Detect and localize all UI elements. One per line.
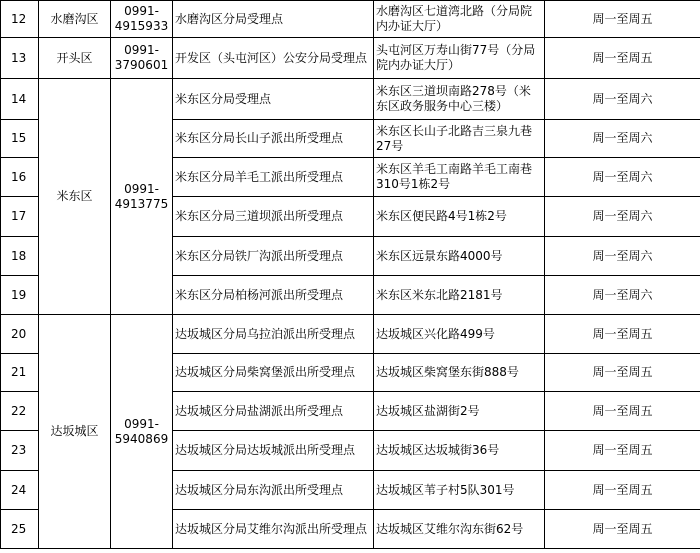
address-cell: 米东区远景东路4000号: [374, 237, 545, 276]
row-number: 17: [1, 197, 39, 237]
row-number: 19: [1, 276, 39, 315]
hours-cell: 周一至周六: [545, 276, 700, 315]
hours-cell: 周一至周五: [545, 431, 700, 471]
address-cell: 米东区米东北路2181号: [374, 276, 545, 315]
hours-cell: 周一至周六: [545, 197, 700, 237]
office-name-cell: 米东区分局长山子派出所受理点: [173, 120, 374, 158]
table-row: [1, 79, 700, 120]
office-name-cell: 米东区分局柏杨河派出所受理点: [173, 276, 374, 315]
district-cell: 达坂城区: [39, 315, 111, 549]
address-cell: 头屯河区万寿山街77号（分局院内办证大厅）: [374, 38, 545, 79]
hours-cell: 周一至周六: [545, 79, 700, 120]
office-name-cell: 达坂城区分局艾维尔沟派出所受理点: [173, 510, 374, 549]
office-name-cell: 米东区分局铁厂沟派出所受理点: [173, 237, 374, 276]
office-name-cell: 水磨沟区分局受理点: [173, 1, 374, 38]
office-name-cell: 达坂城区分局盐湖派出所受理点: [173, 392, 374, 431]
phone-cell: 0991-4915933: [111, 1, 173, 38]
row-number: 21: [1, 354, 39, 392]
row-number: 20: [1, 315, 39, 354]
address-cell: 达坂城区盐湖街2号: [374, 392, 545, 431]
row-number: 24: [1, 471, 39, 510]
address-cell: 水磨沟区七道湾北路（分局院内办证大厅）: [374, 1, 545, 38]
office-name-cell: 米东区分局受理点: [173, 79, 374, 120]
district-cell: 水磨沟区: [39, 1, 111, 38]
hours-cell: 周一至周五: [545, 315, 700, 354]
office-name-cell: 米东区分局羊毛工派出所受理点: [173, 158, 374, 197]
hours-cell: 周一至周五: [545, 510, 700, 549]
hours-cell: 周一至周六: [545, 158, 700, 197]
hours-cell: 周一至周五: [545, 354, 700, 392]
district-cell: 开头区: [39, 38, 111, 79]
row-number: 14: [1, 79, 39, 120]
row-number: 22: [1, 392, 39, 431]
row-number: 15: [1, 120, 39, 158]
table-row: [1, 1, 700, 38]
row-number: 25: [1, 510, 39, 549]
table-row: [1, 315, 700, 354]
office-name-cell: 米东区分局三道坝派出所受理点: [173, 197, 374, 237]
office-name-cell: 达坂城区分局东沟派出所受理点: [173, 471, 374, 510]
hours-cell: 周一至周六: [545, 237, 700, 276]
address-cell: 米东区羊毛工南路羊毛工南巷310号1栋2号: [374, 158, 545, 197]
phone-cell: 0991-3790601: [111, 38, 173, 79]
hours-cell: 周一至周五: [545, 471, 700, 510]
office-name-cell: 开发区（头屯河区）公安分局受理点: [173, 38, 374, 79]
hours-cell: 周一至周五: [545, 1, 700, 38]
address-cell: 达坂城区柴窝堡东街888号: [374, 354, 545, 392]
office-name-cell: 达坂城区分局乌拉泊派出所受理点: [173, 315, 374, 354]
row-number: 18: [1, 237, 39, 276]
address-cell: 米东区长山子北路吉三泉九巷27号: [374, 120, 545, 158]
hours-cell: 周一至周五: [545, 392, 700, 431]
phone-cell: 0991-5940869: [111, 315, 173, 549]
hours-cell: 周一至周六: [545, 120, 700, 158]
row-number: 23: [1, 431, 39, 471]
address-cell: 达坂城区兴化路499号: [374, 315, 545, 354]
table-row: [1, 38, 700, 79]
hours-cell: 周一至周五: [545, 38, 700, 79]
address-cell: 达坂城区艾维尔沟东街62号: [374, 510, 545, 549]
office-name-cell: 达坂城区分局达坂城派出所受理点: [173, 431, 374, 471]
district-cell: 米东区: [39, 79, 111, 315]
phone-cell: 0991-4913775: [111, 79, 173, 315]
row-number: 16: [1, 158, 39, 197]
row-number: 13: [1, 38, 39, 79]
address-cell: 米东区三道坝南路278号（米东区政务服务中心三楼）: [374, 79, 545, 120]
address-cell: 米东区便民路4号1栋2号: [374, 197, 545, 237]
address-cell: 达坂城区达坂城街36号: [374, 431, 545, 471]
office-name-cell: 达坂城区分局柴窝堡派出所受理点: [173, 354, 374, 392]
address-cell: 达坂城区苇子村5队301号: [374, 471, 545, 510]
row-number: 12: [1, 1, 39, 38]
